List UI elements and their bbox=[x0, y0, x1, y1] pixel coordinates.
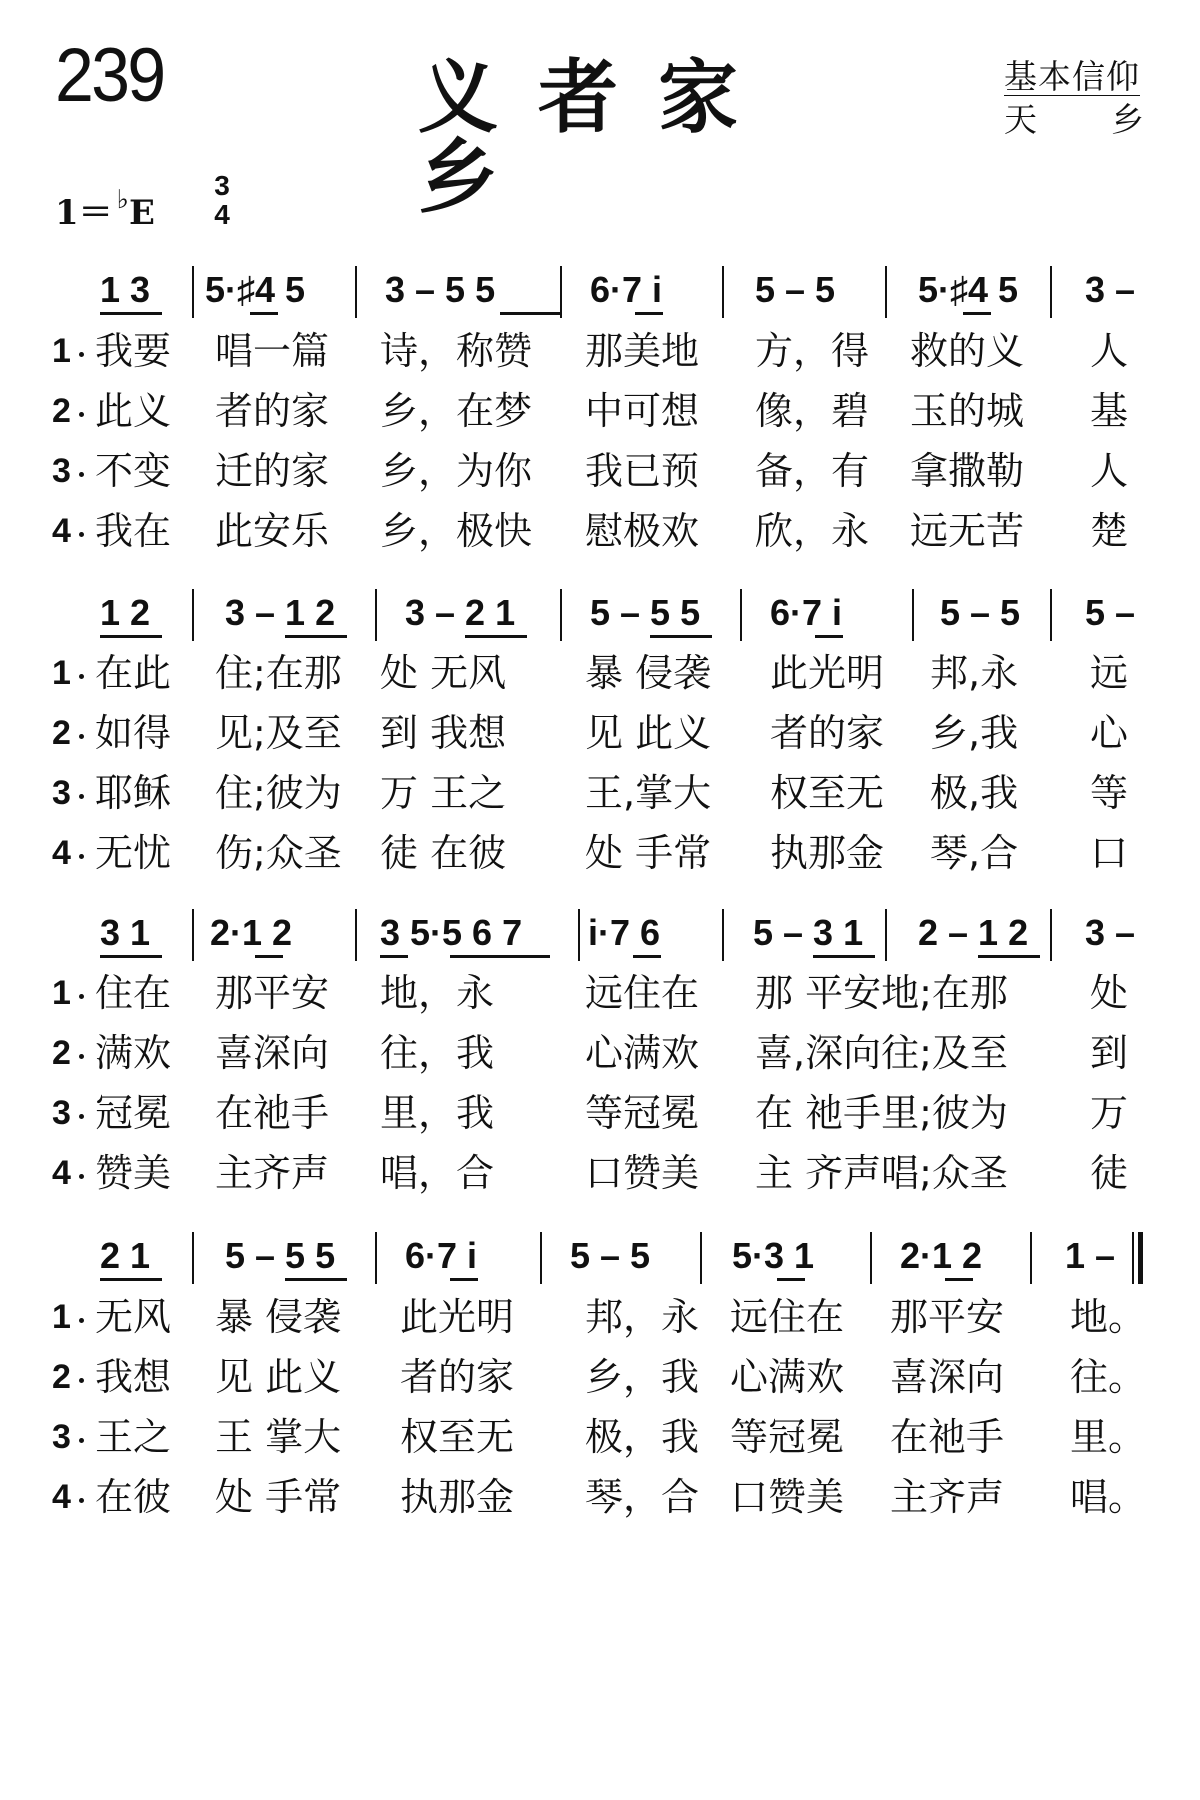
beam-underline bbox=[813, 955, 875, 958]
beam-underline bbox=[100, 635, 162, 638]
lyric-syllables: 我已预 bbox=[585, 449, 700, 493]
bar-line bbox=[355, 909, 357, 961]
beam-underline bbox=[450, 1278, 478, 1281]
lyric-syllables: 人 bbox=[1090, 329, 1129, 373]
key-signature bbox=[55, 185, 155, 234]
lyric-syllables: 地，永 bbox=[380, 971, 495, 1015]
lyric-syllables: 那平安 bbox=[215, 971, 330, 1015]
lyric-syllables: 拿撒勒 bbox=[910, 449, 1025, 493]
lyric-syllables: 见;及至 bbox=[215, 711, 342, 755]
beam-underline bbox=[285, 635, 347, 638]
lyric-syllables: 极，我 bbox=[585, 1415, 700, 1459]
lyric-syllables: 诗，称赞 bbox=[380, 329, 533, 373]
beam-underline bbox=[963, 312, 991, 315]
subcategory-char: 乡 bbox=[1111, 100, 1144, 139]
time-signature bbox=[210, 172, 234, 229]
lyric-syllables: 无风 bbox=[95, 1295, 172, 1339]
beam-underline bbox=[100, 312, 162, 315]
lyric-syllables: 住在 bbox=[95, 971, 172, 1015]
verse-dot bbox=[79, 1054, 84, 1059]
beam-underline bbox=[500, 312, 562, 315]
bar-line bbox=[355, 266, 357, 318]
lyric-syllables: 远无苦 bbox=[910, 509, 1025, 553]
bar-line bbox=[192, 1232, 194, 1284]
lyric-syllables: 我想 bbox=[95, 1355, 172, 1399]
lyric-syllables: 王 掌大 bbox=[215, 1415, 342, 1459]
measure-notes: 6·7 i bbox=[405, 1235, 478, 1276]
lyric-syllables: 口 bbox=[1090, 831, 1129, 875]
bar-line bbox=[192, 266, 194, 318]
lyric-syllables: 心满欢 bbox=[730, 1355, 845, 1399]
lyric-syllables: 欣，永 bbox=[755, 509, 870, 553]
lyric-syllables: 乡，极快 bbox=[380, 509, 533, 553]
lyric-syllables: 此安乐 bbox=[215, 509, 330, 553]
verse-number: 1 bbox=[52, 332, 71, 370]
lyric-syllables: 赞美 bbox=[95, 1151, 172, 1195]
lyric-syllables: 乡,我 bbox=[930, 711, 1019, 755]
measure-notes: 3 – bbox=[1085, 269, 1136, 310]
lyric-syllables: 往，我 bbox=[380, 1031, 495, 1075]
beam-underline bbox=[465, 635, 527, 638]
bar-line bbox=[192, 909, 194, 961]
lyric-syllables: 琴,合 bbox=[930, 831, 1019, 875]
verse-dot bbox=[79, 412, 84, 417]
lyric-syllables: 冠冕 bbox=[95, 1091, 172, 1135]
verse-number: 2 bbox=[52, 392, 71, 430]
lyric-syllables: 徒 在彼 bbox=[380, 831, 507, 875]
measure-notes: 2·1 2 bbox=[210, 912, 293, 953]
verse-dot bbox=[79, 1378, 84, 1383]
measure-notes: 2 – 1 2 bbox=[918, 912, 1029, 953]
measure-notes: i·7 6 bbox=[588, 912, 661, 953]
lyric-syllables: 那 平安地;在那 bbox=[755, 971, 1008, 1015]
verse-dot bbox=[79, 854, 84, 859]
lyric-syllables: 慰极欢 bbox=[585, 509, 700, 553]
lyric-syllables: 乡，在梦 bbox=[380, 389, 533, 433]
beam-underline bbox=[250, 312, 278, 315]
lyric-syllables: 住;彼为 bbox=[215, 771, 342, 815]
lyric-syllables: 无忧 bbox=[95, 831, 172, 875]
verse-dot bbox=[79, 1438, 84, 1443]
lyric-syllables: 此光明 bbox=[770, 651, 885, 695]
beam-underline bbox=[285, 1278, 347, 1281]
time-denominator: 4 bbox=[214, 199, 230, 230]
lyric-syllables: 喜深向 bbox=[215, 1031, 330, 1075]
final-bar-thick bbox=[1138, 1232, 1143, 1284]
bar-line bbox=[885, 909, 887, 961]
measure-notes: 5 – 5 5 bbox=[225, 1235, 336, 1276]
lyric-syllables: 唱，合 bbox=[380, 1151, 495, 1195]
measure-notes: 6·7 i bbox=[770, 592, 843, 633]
measure-notes: 3 – bbox=[1085, 912, 1136, 953]
measure-notes: 6·7 i bbox=[590, 269, 663, 310]
lyric-syllables: 人 bbox=[1090, 449, 1129, 493]
bar-line bbox=[1050, 266, 1052, 318]
measure-notes: 3 5·5 6 7 bbox=[380, 912, 523, 953]
verse-dot bbox=[79, 532, 84, 537]
verse-dot bbox=[79, 472, 84, 477]
verse-number: 4 bbox=[52, 834, 71, 872]
key-prefix: 1＝ bbox=[55, 193, 113, 233]
lyric-syllables: 徒 bbox=[1090, 1151, 1129, 1195]
measure-notes: 5·3 1 bbox=[732, 1235, 815, 1276]
lyric-syllables: 迁的家 bbox=[215, 449, 330, 493]
beam-underline bbox=[255, 955, 283, 958]
lyric-syllables: 此义 bbox=[95, 389, 172, 433]
bar-line bbox=[540, 1232, 542, 1284]
lyric-syllables: 者的家 bbox=[400, 1355, 515, 1399]
verse-number: 2 bbox=[52, 1358, 71, 1396]
lyric-syllables: 我在 bbox=[95, 509, 172, 553]
lyric-syllables: 等冠冕 bbox=[730, 1415, 845, 1459]
lyric-syllables: 乡，为你 bbox=[380, 449, 533, 493]
lyric-syllables: 伤;众圣 bbox=[215, 831, 342, 875]
lyric-syllables: 远 bbox=[1090, 651, 1129, 695]
beam-underline bbox=[945, 1278, 973, 1281]
lyric-syllables: 邦，永 bbox=[585, 1295, 700, 1339]
measure-notes: 3 – 5 5 bbox=[385, 269, 496, 310]
verse-dot bbox=[79, 1318, 84, 1323]
lyric-syllables: 在彼 bbox=[95, 1475, 172, 1519]
lyric-syllables: 权至无 bbox=[770, 771, 885, 815]
lyric-syllables: 万 王之 bbox=[380, 771, 507, 815]
lyric-syllables: 里。 bbox=[1070, 1415, 1147, 1459]
measure-notes: 5 – 5 5 bbox=[590, 592, 701, 633]
beam-underline bbox=[380, 955, 408, 958]
lyric-syllables: 像，碧 bbox=[755, 389, 870, 433]
verse-dot bbox=[79, 1498, 84, 1503]
bar-line bbox=[722, 266, 724, 318]
bar-line bbox=[192, 589, 194, 641]
measure-notes: 3 1 bbox=[100, 912, 151, 953]
lyric-syllables: 远住在 bbox=[585, 971, 700, 1015]
beam-underline bbox=[978, 955, 1040, 958]
measure-notes: 2 1 bbox=[100, 1235, 151, 1276]
notation-staff bbox=[0, 905, 1200, 965]
measure-notes: 3 – 1 2 bbox=[225, 592, 336, 633]
lyric-syllables: 处 手常 bbox=[585, 831, 712, 875]
measure-notes: 5 – bbox=[1085, 592, 1136, 633]
lyric-syllables: 在祂手 bbox=[215, 1091, 330, 1135]
verse-number: 1 bbox=[52, 974, 71, 1012]
lyric-syllables: 住;在那 bbox=[215, 651, 342, 695]
key-note: E bbox=[128, 193, 155, 233]
verse-number: 1 bbox=[52, 654, 71, 692]
flat-sign: ♭ bbox=[116, 185, 129, 215]
verse-dot bbox=[79, 352, 84, 357]
lyric-syllables: 玉的城 bbox=[910, 389, 1025, 433]
lyric-syllables: 里，我 bbox=[380, 1091, 495, 1135]
verse-number: 3 bbox=[52, 452, 71, 490]
lyric-syllables: 琴，合 bbox=[585, 1475, 700, 1519]
verse-number: 4 bbox=[52, 1154, 71, 1192]
verse-number: 3 bbox=[52, 1418, 71, 1456]
lyric-syllables: 楚 bbox=[1090, 509, 1129, 553]
lyric-syllables: 唱一篇 bbox=[215, 329, 330, 373]
bar-line bbox=[912, 589, 914, 641]
lyric-syllables: 执那金 bbox=[400, 1475, 515, 1519]
measure-notes: 5 – 5 bbox=[940, 592, 1021, 633]
lyric-syllables: 王之 bbox=[95, 1415, 172, 1459]
lyric-syllables: 等 bbox=[1090, 771, 1129, 815]
bar-line bbox=[375, 589, 377, 641]
lyric-syllables: 王,掌大 bbox=[585, 771, 712, 815]
lyric-syllables: 如得 bbox=[95, 711, 172, 755]
bar-line bbox=[1050, 589, 1052, 641]
lyric-syllables: 地。 bbox=[1070, 1295, 1147, 1339]
lyric-syllables: 唱。 bbox=[1070, 1475, 1147, 1519]
measure-notes: 2·1 2 bbox=[900, 1235, 983, 1276]
hymn-number: 239 bbox=[55, 33, 164, 118]
lyric-syllables: 口赞美 bbox=[585, 1151, 700, 1195]
lyric-syllables: 乡，我 bbox=[585, 1355, 700, 1399]
measure-notes: 5 – 5 bbox=[755, 269, 836, 310]
bar-line bbox=[1030, 1232, 1032, 1284]
lyric-syllables: 耶稣 bbox=[95, 771, 172, 815]
bar-line bbox=[1050, 909, 1052, 961]
bar-line bbox=[740, 589, 742, 641]
notation-staff bbox=[0, 585, 1200, 645]
lyric-syllables: 喜深向 bbox=[890, 1355, 1005, 1399]
measure-notes: 5·♯4 5 bbox=[205, 269, 306, 310]
bar-line bbox=[722, 909, 724, 961]
beam-underline bbox=[100, 955, 162, 958]
lyric-syllables: 那美地 bbox=[585, 329, 700, 373]
lyric-syllables: 见 此义 bbox=[215, 1355, 342, 1399]
bar-line bbox=[560, 266, 562, 318]
verse-dot bbox=[79, 734, 84, 739]
measure-notes: 1 – bbox=[1065, 1235, 1116, 1276]
beam-underline bbox=[450, 955, 550, 958]
verse-number: 4 bbox=[52, 1478, 71, 1516]
lyric-syllables: 那平安 bbox=[890, 1295, 1005, 1339]
measure-notes: 5 – 5 bbox=[570, 1235, 651, 1276]
notation-staff bbox=[0, 262, 1200, 322]
bar-line bbox=[375, 1232, 377, 1284]
lyric-syllables: 主齐声 bbox=[215, 1151, 330, 1195]
verse-number: 2 bbox=[52, 1034, 71, 1072]
lyric-syllables: 在此 bbox=[95, 651, 172, 695]
verse-number: 4 bbox=[52, 512, 71, 550]
lyric-syllables: 到 bbox=[1090, 1031, 1129, 1075]
verse-dot bbox=[79, 1174, 84, 1179]
lyric-syllables: 见 此义 bbox=[585, 711, 712, 755]
lyric-syllables: 处 无风 bbox=[380, 651, 507, 695]
lyric-syllables: 救的义 bbox=[910, 329, 1025, 373]
measure-notes: 1 2 bbox=[100, 592, 151, 633]
beam-underline bbox=[633, 955, 661, 958]
lyric-syllables: 中可想 bbox=[585, 389, 700, 433]
beam-underline bbox=[100, 1278, 162, 1281]
beam-underline bbox=[635, 312, 663, 315]
hymn-subcategory bbox=[1004, 100, 1144, 139]
notation-staff bbox=[0, 1228, 1200, 1288]
lyric-syllables: 暴 侵袭 bbox=[215, 1295, 342, 1339]
hymn-title: 义者家乡 bbox=[418, 51, 778, 224]
subcategory-char: 天 bbox=[1004, 100, 1037, 139]
bar-line bbox=[560, 589, 562, 641]
beam-underline bbox=[815, 635, 843, 638]
lyric-syllables: 口赞美 bbox=[730, 1475, 845, 1519]
bar-line bbox=[578, 909, 580, 961]
lyric-syllables: 在 祂手里;彼为 bbox=[755, 1091, 1008, 1135]
verse-dot bbox=[79, 674, 84, 679]
lyric-syllables: 方，得 bbox=[755, 329, 870, 373]
verse-dot bbox=[79, 794, 84, 799]
verse-dot bbox=[79, 1114, 84, 1119]
lyric-syllables: 执那金 bbox=[770, 831, 885, 875]
lyric-syllables: 心满欢 bbox=[585, 1031, 700, 1075]
lyric-syllables: 处 手常 bbox=[215, 1475, 342, 1519]
verse-number: 1 bbox=[52, 1298, 71, 1336]
lyric-syllables: 者的家 bbox=[215, 389, 330, 433]
bar-line bbox=[885, 266, 887, 318]
lyric-syllables: 备，有 bbox=[755, 449, 870, 493]
verse-number: 3 bbox=[52, 774, 71, 812]
lyric-syllables: 我要 bbox=[95, 329, 172, 373]
beam-underline bbox=[777, 1278, 805, 1281]
lyric-syllables: 暴 侵袭 bbox=[585, 651, 712, 695]
lyric-syllables: 基 bbox=[1090, 389, 1129, 433]
bar-line bbox=[700, 1232, 702, 1284]
time-numerator: 3 bbox=[214, 170, 230, 201]
measure-notes: 1 3 bbox=[100, 269, 151, 310]
lyric-syllables: 在祂手 bbox=[890, 1415, 1005, 1459]
lyric-syllables: 远住在 bbox=[730, 1295, 845, 1339]
measure-notes: 5 – 3 1 bbox=[753, 912, 864, 953]
measure-notes: 3 – 2 1 bbox=[405, 592, 516, 633]
lyric-syllables: 邦,永 bbox=[930, 651, 1019, 695]
lyric-syllables: 到 我想 bbox=[380, 711, 507, 755]
bar-line bbox=[870, 1232, 872, 1284]
measure-notes: 5·♯4 5 bbox=[918, 269, 1019, 310]
final-bar-thin bbox=[1132, 1232, 1134, 1284]
lyric-syllables: 权至无 bbox=[400, 1415, 515, 1459]
lyric-syllables: 主 齐声唱;众圣 bbox=[755, 1151, 1008, 1195]
lyric-syllables: 处 bbox=[1090, 971, 1129, 1015]
beam-underline bbox=[650, 635, 712, 638]
lyric-syllables: 者的家 bbox=[770, 711, 885, 755]
lyric-syllables: 极,我 bbox=[930, 771, 1019, 815]
lyric-syllables: 不变 bbox=[95, 449, 172, 493]
verse-number: 2 bbox=[52, 714, 71, 752]
lyric-syllables: 主齐声 bbox=[890, 1475, 1005, 1519]
lyric-syllables: 等冠冕 bbox=[585, 1091, 700, 1135]
verse-dot bbox=[79, 994, 84, 999]
lyric-syllables: 心 bbox=[1090, 711, 1129, 755]
lyric-syllables: 满欢 bbox=[95, 1031, 172, 1075]
lyric-syllables: 喜,深向往;及至 bbox=[755, 1031, 1008, 1075]
hymn-category: 基本信仰 bbox=[1004, 57, 1140, 96]
lyric-syllables: 万 bbox=[1090, 1091, 1129, 1135]
lyric-syllables: 此光明 bbox=[400, 1295, 515, 1339]
lyric-syllables: 往。 bbox=[1070, 1355, 1147, 1399]
verse-number: 3 bbox=[52, 1094, 71, 1132]
